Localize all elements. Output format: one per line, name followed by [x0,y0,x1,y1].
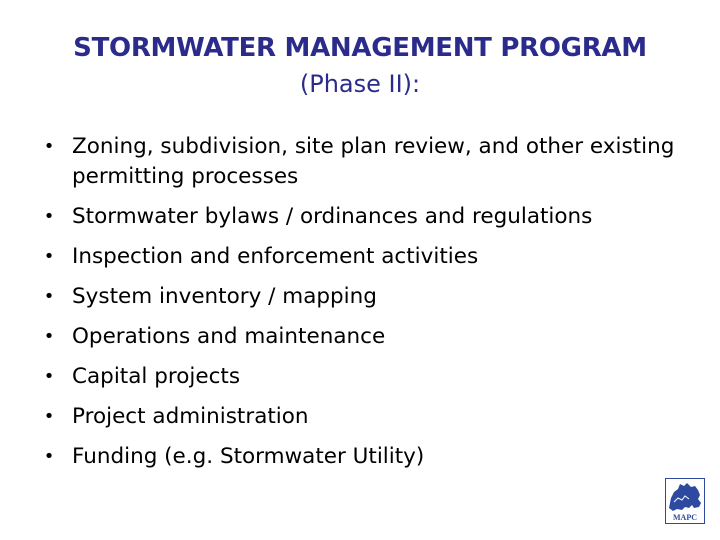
slide-title [0,30,720,102]
bullet-text: Inspection and enforcement activities [72,244,479,269]
bullet-item [42,282,692,312]
bullet-item [42,362,692,392]
bullet-text: Funding (e.g. Stormwater Utility) [72,444,425,469]
bullet-icon: • [43,246,55,267]
bullet-icon: • [43,366,55,387]
title-line-2: (Phase II): [299,70,421,98]
bullet-text: Stormwater bylaws / ordinances and regulations [72,204,593,229]
bullet-item [42,202,692,232]
mapc-logo-icon [665,478,705,524]
bullet-text: Operations and maintenance [72,324,386,349]
bullet-icon: • [43,136,55,157]
bullet-item [42,322,692,352]
bullet-item [42,402,692,432]
bullet-icon: • [43,326,55,347]
bullet-item [42,132,692,192]
title-line-1: STORMWATER MANAGEMENT PROGRAM [73,33,647,63]
bullet-text: System inventory / mapping [72,284,377,309]
logo-text: MAPC [673,513,697,522]
bullet-icon: • [43,406,55,427]
bullet-list [42,132,692,482]
bullet-text: Capital projects [72,364,241,389]
bullet-item [42,242,692,272]
bullet-icon: • [43,446,55,467]
bullet-text: Zoning, subdivision, site plan review, and other existing permitting processes [72,134,675,189]
bullet-text: Project administration [72,404,309,429]
bullet-icon: • [43,286,55,307]
bullet-item [42,442,692,472]
bullet-icon: • [43,206,55,227]
